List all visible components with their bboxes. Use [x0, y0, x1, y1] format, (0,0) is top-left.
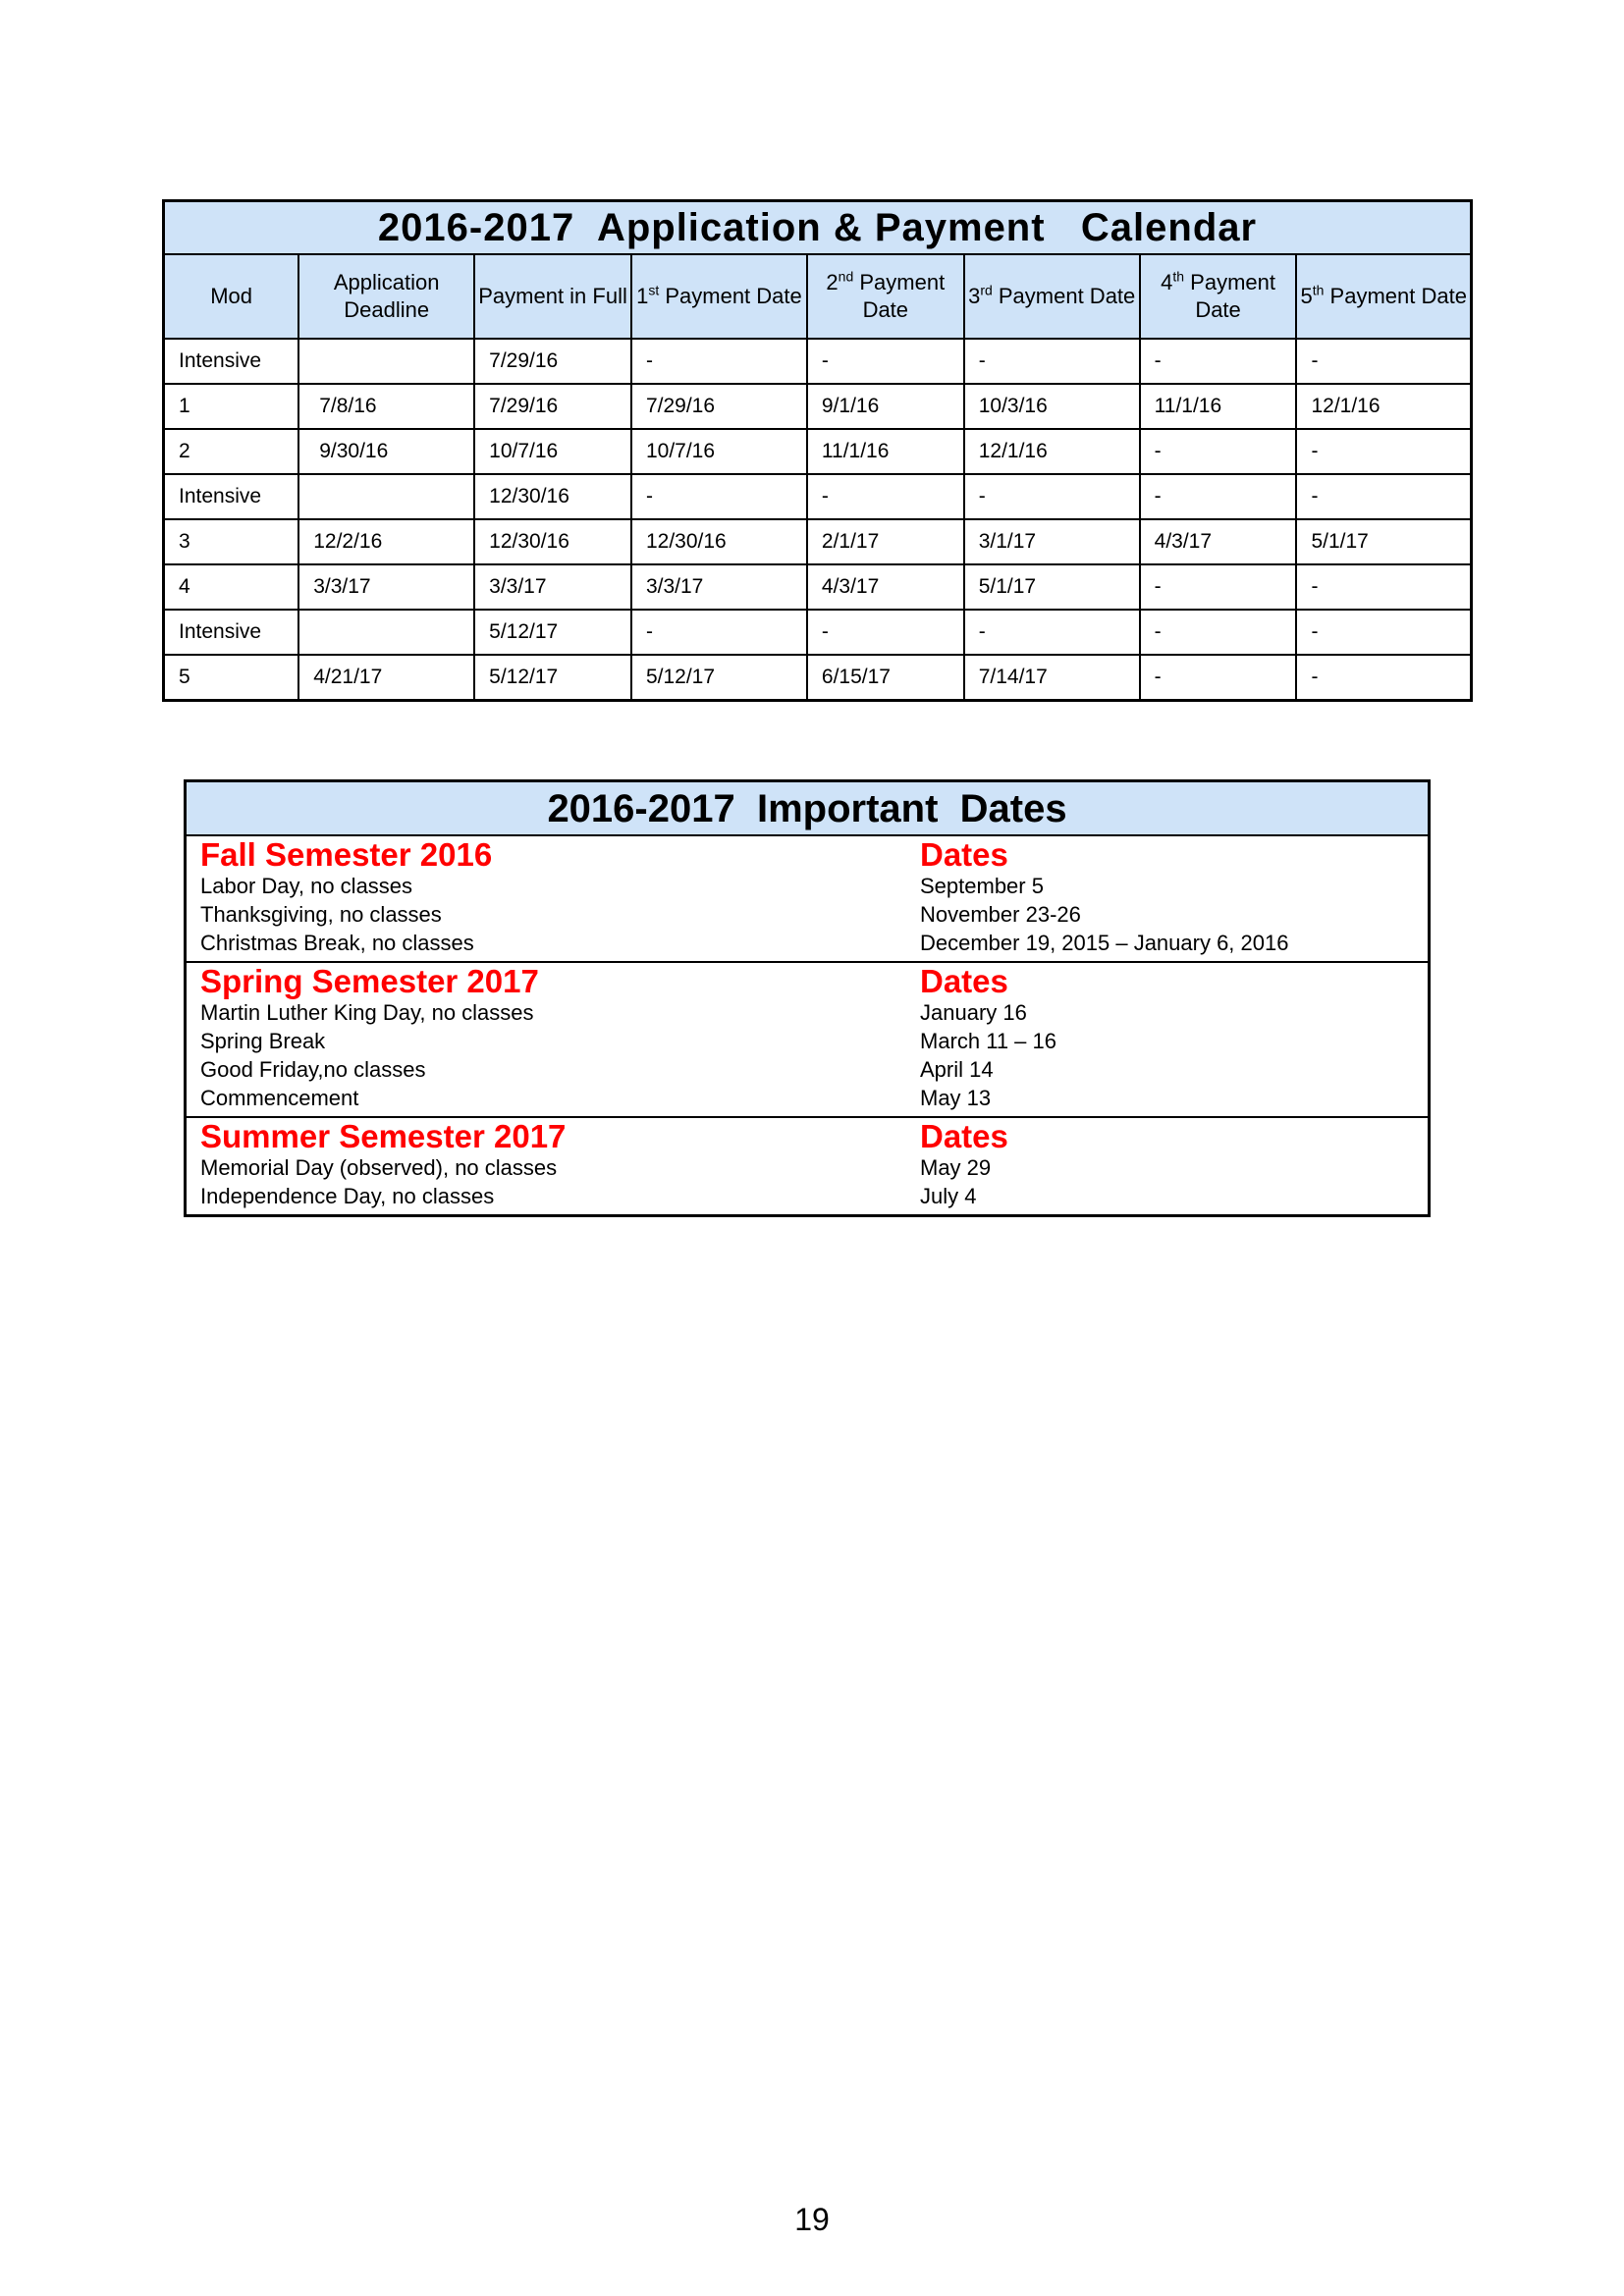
table-cell: - [807, 339, 964, 384]
semester-heading: Summer Semester 2017 [200, 1118, 567, 1154]
header-label: Payment Date [1324, 284, 1467, 308]
table-cell: - [1296, 339, 1471, 384]
table-cell: Intensive [164, 610, 299, 655]
table-cell: 12/1/16 [1296, 384, 1471, 429]
important-dates-title: 2016-2017 Important Dates [187, 782, 1428, 836]
table-cell: 10/7/16 [631, 429, 807, 474]
header-label: Application Deadline [333, 270, 440, 322]
list-item [187, 1182, 1428, 1210]
calendar-header-cell [474, 254, 631, 339]
event-date: May 13 [920, 1086, 992, 1110]
table-cell: - [807, 474, 964, 519]
list-item [187, 1027, 1428, 1055]
table-cell [298, 610, 474, 655]
event-date: December 19, 2015 – January 6, 2016 [920, 931, 1289, 955]
header-label: Payment Date [992, 284, 1136, 308]
table-cell: - [807, 610, 964, 655]
list-item [187, 998, 1428, 1027]
table-cell: - [1296, 610, 1471, 655]
calendar-header-cell [1140, 254, 1297, 339]
header-ordinal: 2 [826, 270, 839, 294]
calendar-header-cell [164, 254, 299, 339]
table-cell: - [1140, 339, 1297, 384]
dates-heading: Dates [920, 1118, 1008, 1154]
table-cell: 1 [164, 384, 299, 429]
event-date: November 23-26 [920, 902, 1081, 927]
table-cell: 11/1/16 [807, 429, 964, 474]
table-cell: 12/30/16 [631, 519, 807, 564]
table-cell: 3/1/17 [964, 519, 1140, 564]
semester-heading: Spring Semester 2017 [200, 963, 539, 999]
table-cell: 5/1/17 [964, 564, 1140, 610]
payment-calendar-table [162, 199, 1473, 702]
section-heading-row [187, 1118, 1428, 1153]
table-row [164, 384, 1472, 429]
table-row [164, 339, 1472, 384]
table-cell: - [631, 339, 807, 384]
event-date: March 11 – 16 [920, 1029, 1057, 1053]
table-cell: - [964, 610, 1140, 655]
table-row [164, 655, 1472, 701]
table-cell: 5/12/17 [474, 655, 631, 701]
table-cell: - [631, 610, 807, 655]
event-date: January 16 [920, 1000, 1027, 1025]
table-cell: Intensive [164, 474, 299, 519]
table-cell: 7/14/17 [964, 655, 1140, 701]
section-heading-row [187, 836, 1428, 872]
list-item [187, 1153, 1428, 1182]
table-cell: Intensive [164, 339, 299, 384]
table-cell: 2 [164, 429, 299, 474]
table-cell: - [1296, 474, 1471, 519]
header-ordinal: 5 [1300, 284, 1313, 308]
table-cell: 3/3/17 [298, 564, 474, 610]
table-row [164, 519, 1472, 564]
event-date: May 29 [920, 1155, 992, 1180]
event-date: April 14 [920, 1057, 994, 1082]
header-ordinal: 1 [636, 284, 649, 308]
calendar-header-cell [631, 254, 807, 339]
table-cell: - [1296, 564, 1471, 610]
header-ordinal-suffix: st [648, 282, 660, 298]
list-item [187, 872, 1428, 900]
table-row [164, 610, 1472, 655]
table-cell: 10/7/16 [474, 429, 631, 474]
table-cell: - [1296, 429, 1471, 474]
table-row [164, 474, 1472, 519]
table-cell: 3/3/17 [474, 564, 631, 610]
table-cell: - [1140, 474, 1297, 519]
header-ordinal-suffix: nd [838, 268, 854, 285]
calendar-header-cell [807, 254, 964, 339]
table-cell: - [631, 474, 807, 519]
table-cell: 9/30/16 [298, 429, 474, 474]
table-cell: - [1140, 655, 1297, 701]
header-ordinal-suffix: rd [980, 282, 993, 298]
table-cell: 12/1/16 [964, 429, 1140, 474]
table-cell: - [964, 474, 1140, 519]
table-cell: 4/3/17 [807, 564, 964, 610]
table-cell: 7/29/16 [474, 384, 631, 429]
calendar-header-cell [1296, 254, 1471, 339]
page-number: 19 [794, 2202, 830, 2237]
table-cell: - [1140, 564, 1297, 610]
header-label: Payment Date [659, 284, 802, 308]
table-cell: - [1296, 655, 1471, 701]
header-label: Payment in Full [478, 284, 627, 308]
event-name: Thanksgiving, no classes [200, 902, 442, 927]
table-cell: 5/1/17 [1296, 519, 1471, 564]
table-cell: 7/8/16 [298, 384, 474, 429]
table-cell: - [1140, 610, 1297, 655]
table-cell: 5 [164, 655, 299, 701]
table-cell: 3 [164, 519, 299, 564]
header-ordinal: 4 [1161, 270, 1173, 294]
list-item [187, 1055, 1428, 1084]
payment-calendar-header-row [164, 254, 1472, 339]
event-name: Independence Day, no classes [200, 1184, 495, 1208]
table-cell: 4/21/17 [298, 655, 474, 701]
table-cell: 4 [164, 564, 299, 610]
table-cell: 10/3/16 [964, 384, 1140, 429]
list-item [187, 929, 1428, 957]
header-label: Mod [210, 284, 252, 308]
table-cell: 3/3/17 [631, 564, 807, 610]
table-cell: 12/2/16 [298, 519, 474, 564]
dates-heading: Dates [920, 963, 1008, 999]
table-cell: 5/12/17 [474, 610, 631, 655]
event-date: September 5 [920, 874, 1044, 898]
event-name: Good Friday,no classes [200, 1057, 426, 1082]
section-heading-row [187, 963, 1428, 998]
semester-heading: Fall Semester 2016 [200, 836, 493, 873]
table-cell: 4/3/17 [1140, 519, 1297, 564]
event-name: Commencement [200, 1086, 359, 1110]
calendar-header-cell [964, 254, 1140, 339]
important-dates-box [184, 779, 1431, 1217]
dates-section [187, 836, 1428, 963]
table-cell [298, 339, 474, 384]
table-cell: 7/29/16 [474, 339, 631, 384]
table-cell: 9/1/16 [807, 384, 964, 429]
header-label: Payment Date [1184, 270, 1275, 322]
payment-calendar-title: 2016-2017 Application & Payment Calendar [164, 201, 1472, 255]
event-date: July 4 [920, 1184, 977, 1208]
list-item [187, 900, 1428, 929]
table-cell: 11/1/16 [1140, 384, 1297, 429]
event-name: Memorial Day (observed), no classes [200, 1155, 558, 1180]
dates-section [187, 963, 1428, 1118]
table-cell: 12/30/16 [474, 519, 631, 564]
calendar-header-cell [298, 254, 474, 339]
table-cell [298, 474, 474, 519]
list-item [187, 1084, 1428, 1112]
event-name: Martin Luther King Day, no classes [200, 1000, 534, 1025]
dates-heading: Dates [920, 836, 1008, 873]
event-name: Spring Break [200, 1029, 326, 1053]
table-cell: 12/30/16 [474, 474, 631, 519]
event-name: Labor Day, no classes [200, 874, 413, 898]
header-ordinal-suffix: th [1172, 268, 1185, 285]
event-name: Christmas Break, no classes [200, 931, 474, 955]
table-row [164, 429, 1472, 474]
header-ordinal: 3 [968, 284, 981, 308]
header-ordinal-suffix: th [1312, 282, 1325, 298]
table-cell: 2/1/17 [807, 519, 964, 564]
header-label: Payment Date [853, 270, 946, 322]
table-cell: 7/29/16 [631, 384, 807, 429]
table-cell: - [1140, 429, 1297, 474]
table-cell: 5/12/17 [631, 655, 807, 701]
table-row [164, 564, 1472, 610]
dates-section [187, 1118, 1428, 1214]
table-cell: 6/15/17 [807, 655, 964, 701]
table-cell: - [964, 339, 1140, 384]
